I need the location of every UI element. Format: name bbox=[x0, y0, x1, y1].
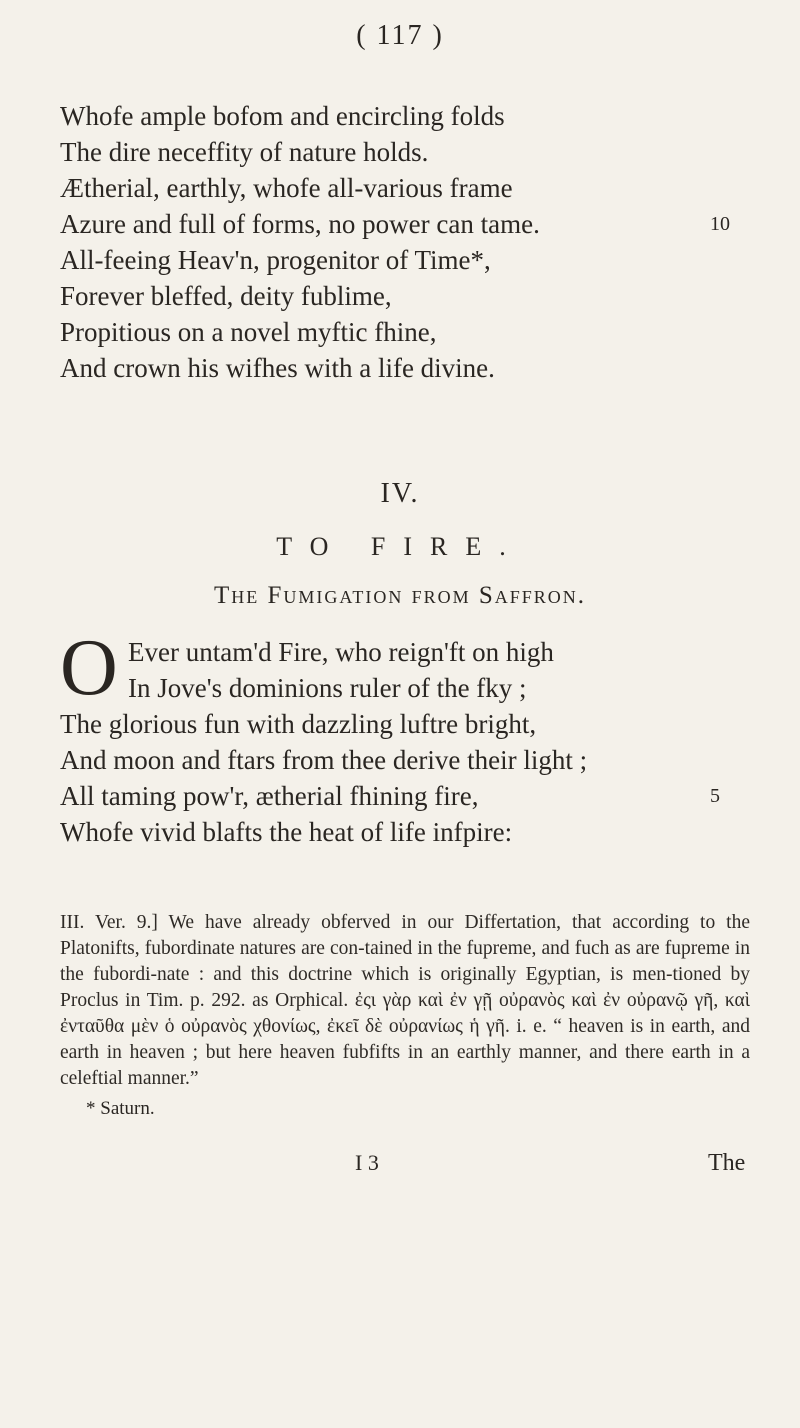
verse-line: Ætherial, earthly, whofe all-various frame bbox=[60, 173, 513, 203]
line-number: 10 bbox=[710, 213, 730, 235]
verse-continuation bbox=[60, 98, 730, 386]
verse-line bbox=[60, 778, 720, 814]
verse-line: Whofe vivid blafts the heat of life infpire: bbox=[60, 817, 513, 847]
verse-line: And crown his wifhes with a life divine. bbox=[60, 353, 495, 383]
hymn-verse bbox=[60, 634, 720, 850]
verse-line: The dire neceffity of nature holds. bbox=[60, 137, 429, 167]
verse-line: The glorious fun with dazzling luftre bright, bbox=[60, 709, 537, 739]
line-number: 5 bbox=[710, 785, 720, 807]
signature-mark: I 3 bbox=[355, 1150, 379, 1175]
note-text: III. Ver. 9.] We have already obferved in our Differtation, that according to the Platonifts, fubordinate natures are con-tained in the fupreme, and fuch as are fupreme in the fubordi-nate : and this doctrine which is originally Egyptian, is men-tioned by Proclus in Tim. p. 292. as Orphical. ἐςι γὰρ καὶ ἐν γῇ οὐρανὸς καὶ ἐν οὐρανῷ γῆ, καὶ ἐνταῦθα μὲν ὁ οὐρανὸς χθονίως, ἐκεῖ δὲ οὐρανίως ἡ γῆ. i. e. “ heaven is in earth, and earth in heaven ; but here heaven fubfifts in an earthly manner, and there earth in a celeftial manner.” bbox=[60, 912, 750, 1089]
hymn-number: IV. bbox=[380, 478, 420, 509]
commentary-note bbox=[60, 910, 750, 1092]
drop-cap: O bbox=[60, 624, 118, 712]
verse-line: And moon and ftars from thee derive their light ; bbox=[60, 745, 588, 775]
hymn-subtitle: The Fumigation from Saffron. bbox=[213, 582, 587, 609]
hymn-title: TO FIRE. bbox=[276, 532, 524, 561]
footnote: * Saturn. bbox=[86, 1098, 155, 1119]
verse-line: Forever bleffed, deity fublime, bbox=[60, 281, 392, 311]
verse-line: All-feeing Heav'n, progenitor of Time*, bbox=[60, 245, 491, 275]
catchword: The bbox=[708, 1150, 746, 1176]
page-number: ( 117 ) bbox=[356, 20, 444, 51]
verse-line-text: All taming pow'r, ætherial fhining fire, bbox=[60, 781, 479, 811]
verse-line bbox=[60, 206, 730, 242]
verse-line: In Jove's dominions ruler of the fky ; bbox=[128, 673, 527, 703]
verse-line: Whofe ample bofom and encircling folds bbox=[60, 101, 505, 131]
verse-line: Ever untam'd Fire, who reign'ft on high bbox=[128, 637, 554, 667]
verse-line-text: Azure and full of forms, no power can tame. bbox=[60, 209, 540, 239]
verse-line: Propitious on a novel myftic fhine, bbox=[60, 317, 437, 347]
